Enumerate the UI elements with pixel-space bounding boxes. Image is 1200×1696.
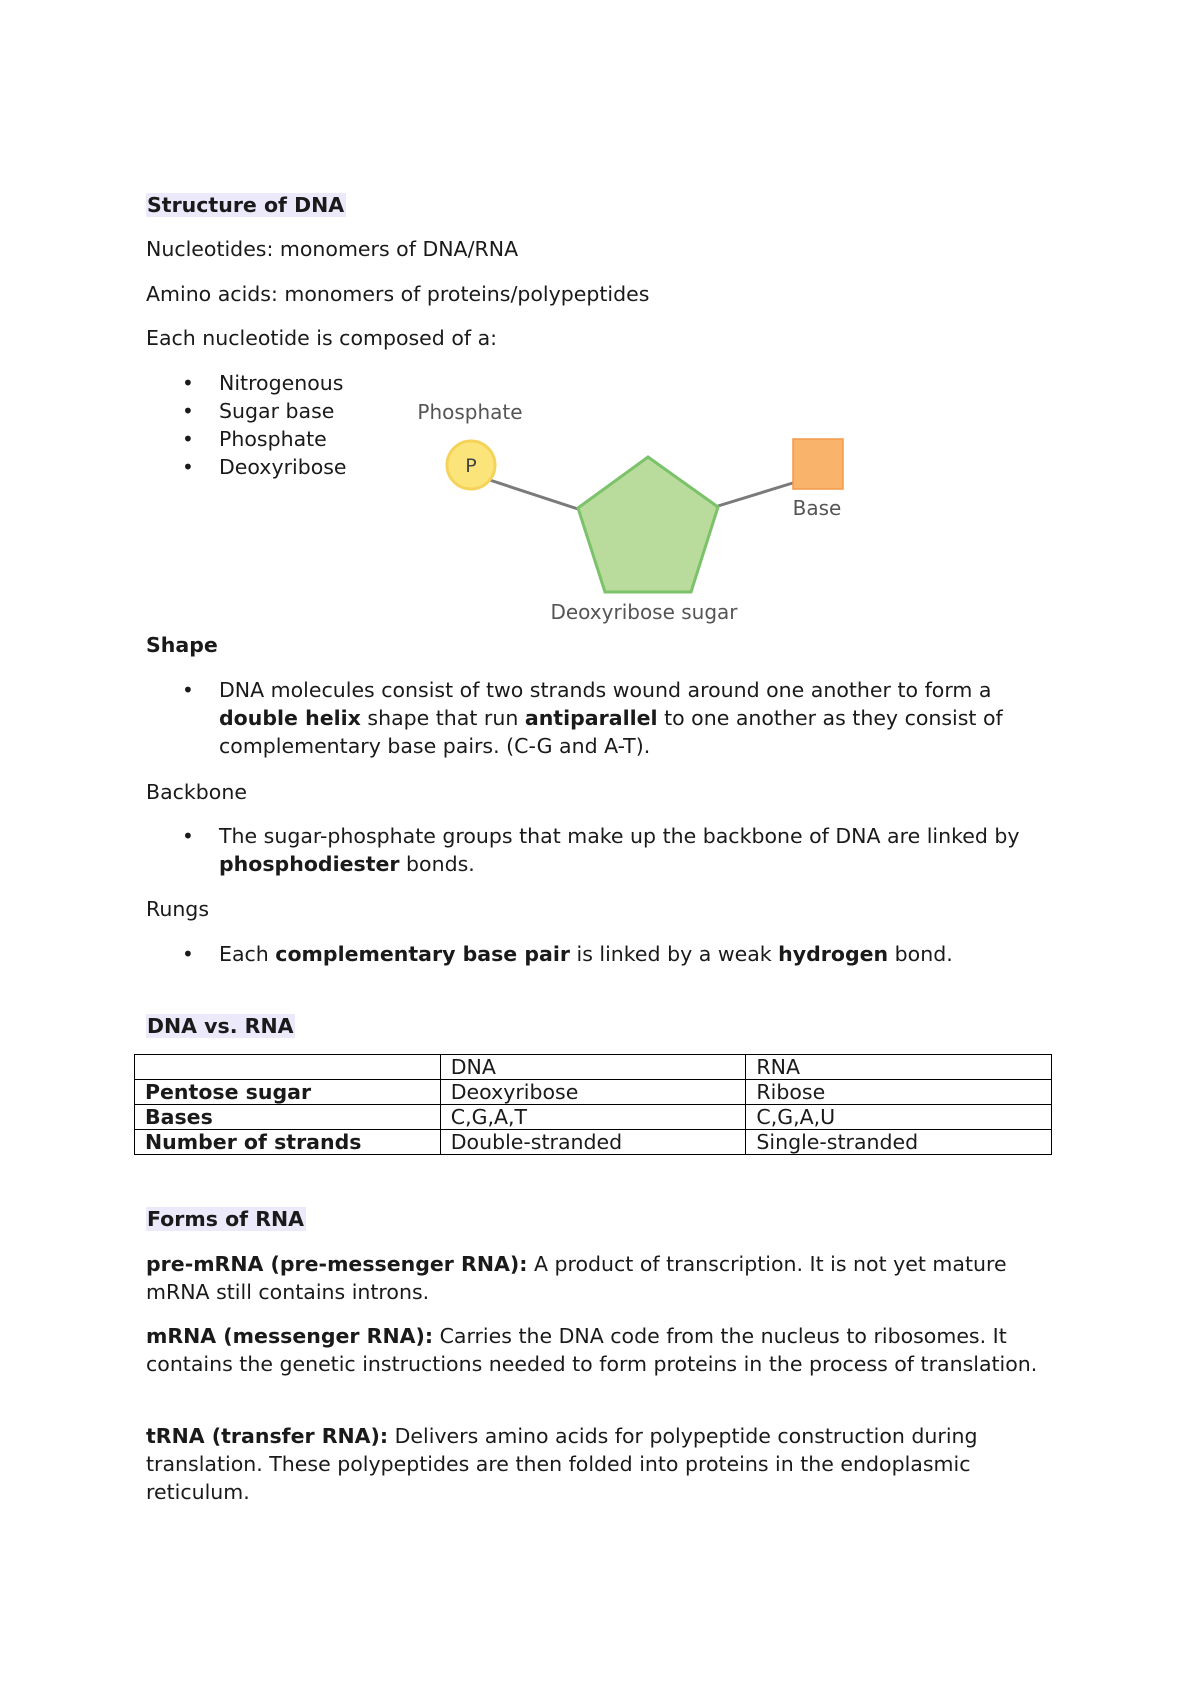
rungs-heading: Rungs: [146, 897, 210, 921]
nucleotide-diagram: [400, 396, 860, 636]
mrna-definition: mRNA (messenger RNA): Carries the DNA code from the nucleus to ribosomes. It contains the genetic instructions needed to form proteins in the process of translation.: [146, 1324, 1038, 1376]
table-cell: Single-stranded: [746, 1130, 1052, 1155]
table-cell: Deoxyribose: [440, 1080, 746, 1105]
backbone-list: [146, 822, 1066, 878]
pre-mrna-definition: pre-mRNA (pre-messenger RNA): A product of transcription. It is not yet mature mRNA still contains introns.: [146, 1252, 1007, 1304]
row-header-cell: Pentose sugar: [135, 1080, 441, 1105]
trna-definition: tRNA (transfer RNA): Delivers amino acids for polypeptide construction during translation. These polypeptides are then folded into proteins in the endoplasmic reticulum.: [146, 1424, 978, 1504]
table-row: [135, 1080, 1052, 1105]
phosphate-symbol: P: [465, 455, 477, 477]
list-item: • Nitrogenous: [146, 369, 347, 397]
comparison-table: [134, 1054, 1052, 1155]
base-bond-line: [718, 482, 796, 506]
row-header-cell: Bases: [135, 1105, 441, 1130]
table-cell: C,G,A,U: [746, 1105, 1052, 1130]
table-cell: C,G,A,T: [440, 1105, 746, 1130]
base-label: Base: [792, 496, 842, 520]
table-header-cell: DNA: [440, 1055, 746, 1080]
composition-intro: Each nucleotide is composed of a:: [146, 326, 498, 350]
backbone-heading: Backbone: [146, 780, 247, 804]
forms-heading: [146, 1205, 306, 1233]
base-square: [793, 439, 843, 489]
table-cell: Ribose: [746, 1080, 1052, 1105]
sugar-pentagon: [578, 457, 718, 592]
table-cell: Double-stranded: [440, 1130, 746, 1155]
table-header-cell: [135, 1055, 441, 1080]
comparison-heading: [146, 1012, 295, 1040]
list-item: • Sugar base: [146, 397, 347, 425]
phosphate-label: Phosphate: [417, 400, 523, 424]
list-item: • Phosphate: [146, 425, 347, 453]
table-header-cell: RNA: [746, 1055, 1052, 1080]
structure-heading-text: Structure of DNA: [147, 193, 345, 217]
list-item: • The sugar-phosphate groups that make up the backbone of DNA are linked by phosphodiester bonds.: [146, 822, 1066, 878]
comparison-heading-text: DNA vs. RNA: [147, 1014, 294, 1038]
table-row: [135, 1130, 1052, 1155]
table-header-row: [135, 1055, 1052, 1080]
rungs-list: [146, 940, 1066, 968]
table-row: [135, 1105, 1052, 1130]
nucleotides-line: Nucleotides: monomers of DNA/RNA: [146, 237, 519, 261]
list-item: • Each complementary base pair is linked by a weak hydrogen bond.: [146, 940, 1066, 968]
shape-heading: Shape: [146, 633, 218, 657]
amino-acids-line: Amino acids: monomers of proteins/polypeptides: [146, 282, 650, 306]
row-header-cell: Number of strands: [135, 1130, 441, 1155]
component-list: [146, 369, 347, 481]
sugar-label: Deoxyribose sugar: [550, 600, 738, 624]
forms-heading-text: Forms of RNA: [147, 1207, 305, 1231]
list-item: • DNA molecules consist of two strands wound around one another to form a double helix shape that run antiparallel to one another as they consist of complementary base pairs. (C-G and A-T).: [146, 676, 1066, 760]
structure-heading: [146, 191, 346, 219]
list-item: • Deoxyribose: [146, 453, 347, 481]
shape-list: [146, 676, 1066, 760]
